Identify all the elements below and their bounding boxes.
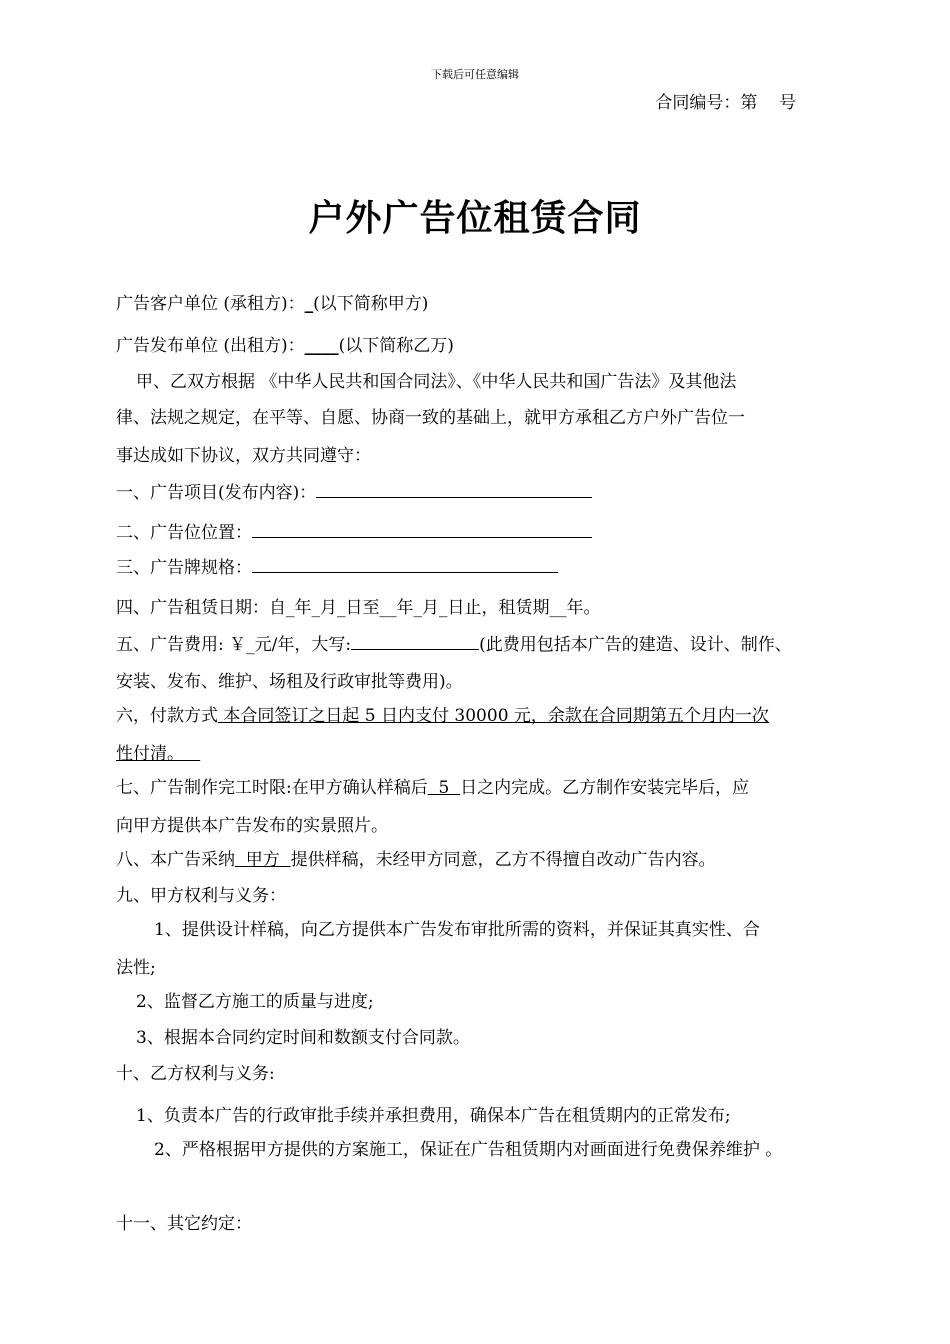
clause-6: [116, 704, 769, 728]
clause-7: [116, 776, 749, 800]
clause-4: 四、广告租赁日期：自_年_月_日至__年_月_日止，租赁期__年。: [116, 598, 601, 618]
preamble-line-2: 律、法规之规定，在平等、自愿、协商一致的基础上，就甲方承租乙方户外广告位一: [116, 408, 745, 428]
clause-9-item-2: 2、监督乙方施工的质量与进度;: [136, 992, 374, 1012]
party-b-blank: ____: [304, 336, 339, 356]
clause-7-days: 5: [427, 778, 461, 798]
contract-number: 合同编号：第 号: [655, 93, 796, 113]
clause-8-label: 八、本广告采纳: [116, 850, 235, 870]
party-b-line: [116, 334, 454, 358]
header-note: 下载后可任意编辑: [431, 68, 519, 81]
clause-2-blank[interactable]: [252, 520, 592, 538]
clause-9-heading: 九、甲方权利与义务：: [116, 886, 286, 906]
clause-6-payment-terms-cont: 性付清。: [116, 744, 201, 764]
clause-3: [116, 555, 558, 580]
clause-6-payment-terms: 本合同签订之日起 5 日内支付 30000 元，余款在合同期第五个月内一次: [218, 706, 769, 726]
clause-10-heading: 十、乙方权利与义务:: [116, 1064, 275, 1084]
clause-8-provider: 甲方: [235, 850, 291, 870]
clause-5: [116, 632, 792, 657]
clause-1-blank[interactable]: [316, 480, 592, 498]
clause-1: [116, 480, 592, 505]
party-a-suffix: (以下简称甲方): [313, 294, 429, 314]
clause-5-note: (此费用包括本广告的建造、设计、制作、: [479, 635, 792, 655]
preamble-line-1: 甲、乙双方根据 《中华人民共和国合同法》、《中华人民共和国广告法》及其他法: [136, 372, 737, 392]
clause-6-label: 六，付款方式: [116, 706, 218, 726]
clause-5-label: 五、广告费用: ￥_元/年，大写:: [116, 635, 352, 655]
clause-8-suffix: 提供样稿，未经甲方同意，乙方不得擅自改动广告内容。: [290, 850, 716, 870]
clause-7-cont: 向甲方提供本广告发布的实景照片。: [116, 816, 388, 836]
clause-3-label: 三、广告牌规格：: [116, 558, 252, 578]
clause-5-cont: 安装、发布、维护、场租及行政审批等费用)。: [116, 672, 463, 692]
clause-9-item-1-cont: 法性;: [116, 958, 156, 978]
clause-7-label: 七、广告制作完工时限:在甲方确认样稿后: [116, 778, 428, 798]
clause-2: [116, 520, 592, 545]
clause-5-blank[interactable]: [351, 632, 479, 650]
party-a-label: 广告客户单位 (承租方)：: [116, 294, 305, 314]
clause-9-item-3: 3、根据本合同约定时间和数额支付合同款。: [136, 1028, 470, 1048]
preamble-line-3: 事达成如下协议，双方共同遵守：: [116, 446, 371, 466]
clause-1-label: 一、广告项目(发布内容)：: [116, 483, 317, 503]
clause-8: [116, 848, 716, 872]
clause-3-blank[interactable]: [252, 555, 558, 573]
party-a-blank: _: [304, 294, 314, 314]
clause-10-item-1: 1、负责本广告的行政审批手续并承担费用，确保本广告在租赁期内的正常发布;: [136, 1106, 731, 1126]
document-title: 户外广告位租赁合同: [308, 198, 642, 239]
clause-2-label: 二、广告位位置：: [116, 523, 252, 543]
party-b-label: 广告发布单位 (出租方)：: [116, 336, 305, 356]
clause-9-item-1: 1、提供设计样稿，向乙方提供本广告发布审批所需的资料，并保证其真实性、合: [154, 920, 760, 940]
clause-10-item-2: 2、严格根据甲方提供的方案施工，保证在广告租赁期内对画面进行免费保养维护 。: [154, 1140, 783, 1160]
clause-6-cont: [116, 742, 200, 766]
party-a-line: [116, 292, 428, 316]
party-b-suffix: (以下简称乙万): [338, 336, 454, 356]
clause-7-suffix: 日之内完成。乙方制作安装完毕后，应: [460, 778, 750, 798]
clause-11-heading: 十一、其它约定：: [116, 1214, 252, 1234]
